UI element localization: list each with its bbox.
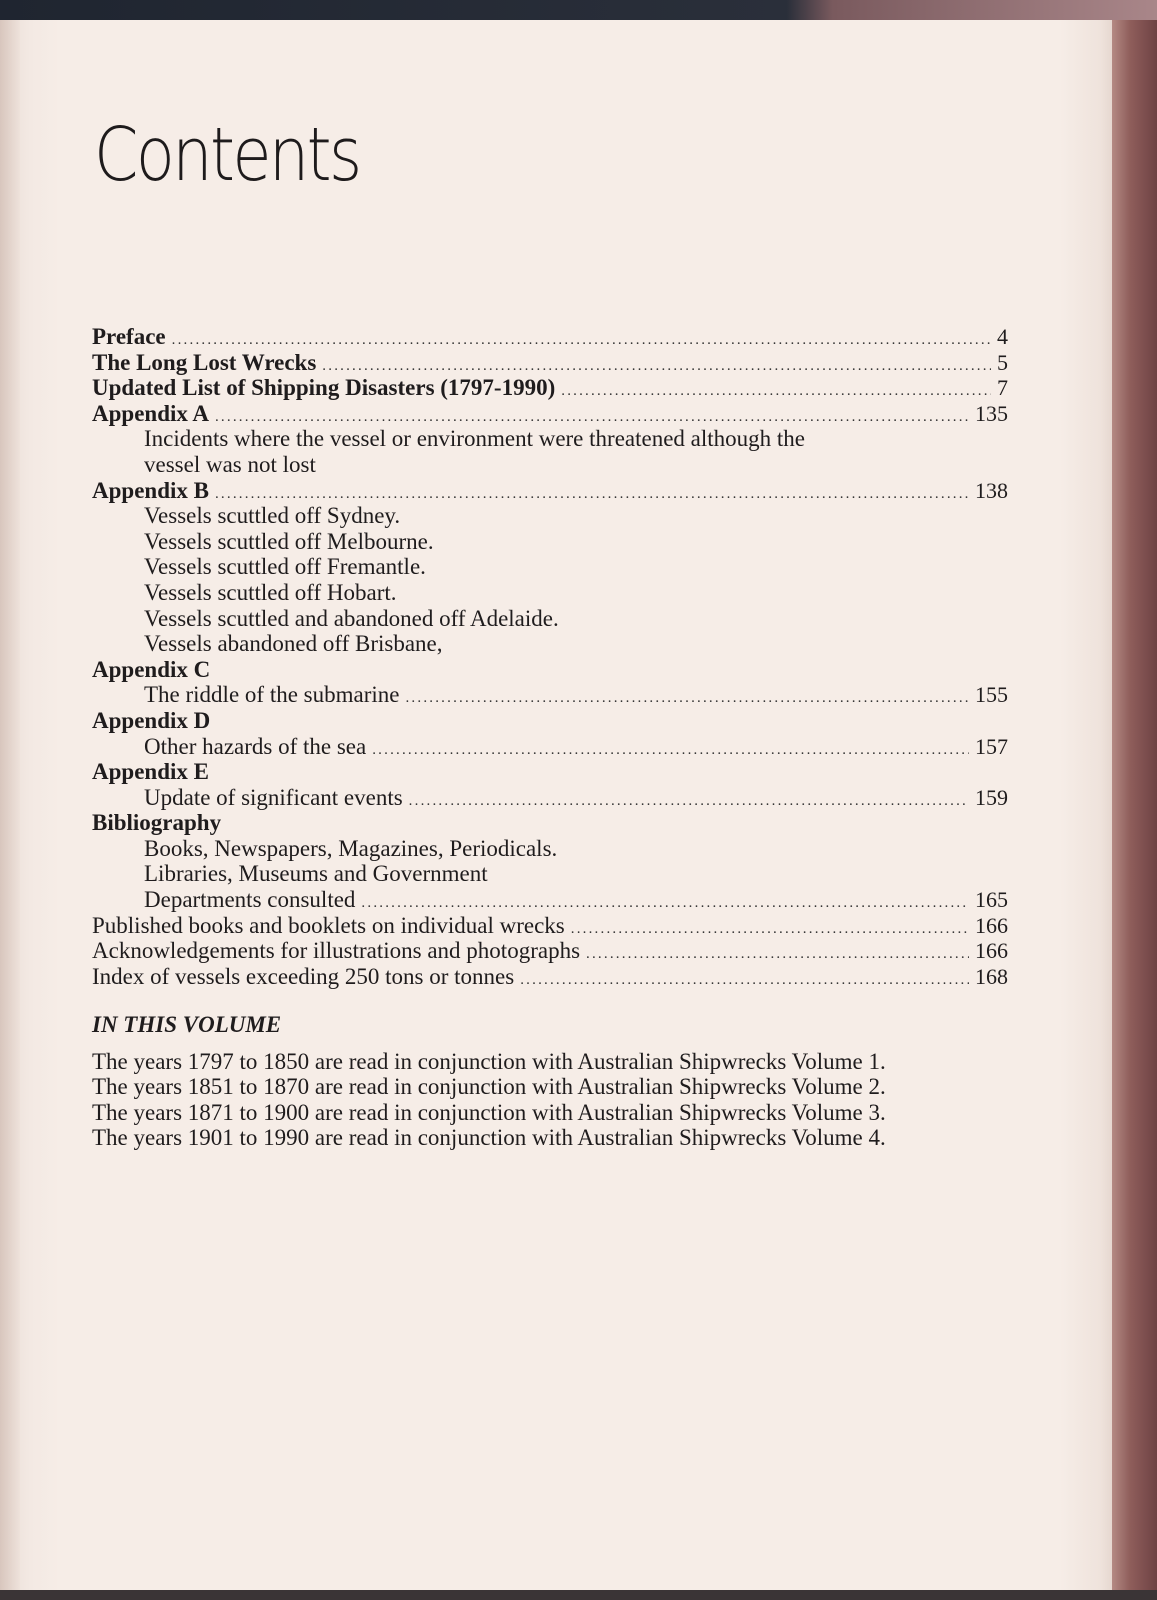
toc-entry-label: Appendix E (92, 759, 209, 785)
toc-dot-leader (409, 789, 969, 815)
toc-entry (92, 861, 1008, 887)
page-spine-shadow (0, 20, 20, 1592)
toc-entry-label: The riddle of the submarine (144, 682, 400, 708)
toc-entry-label: Appendix D (92, 707, 211, 733)
toc-page-number: 166 (975, 938, 1008, 964)
toc-entry-label: Books, Newspapers, Magazines, Periodicals. (144, 835, 558, 861)
toc-entry (92, 554, 1008, 580)
toc-entry-label: Vessels scuttled off Melbourne. (144, 528, 434, 554)
page-title: Contents (94, 112, 360, 198)
toc-dot-leader (586, 942, 969, 968)
toc-page-number: 7 (997, 375, 1008, 401)
toc-entry-label: Appendix A (92, 400, 209, 426)
toc-entry (92, 401, 1008, 427)
toc-dot-leader (561, 379, 991, 405)
toc-entry-label: The Long Lost Wrecks (92, 349, 317, 375)
toc-entry-label: Preface (92, 324, 166, 349)
toc-entry (92, 913, 1008, 939)
toc-entry (92, 657, 1008, 683)
toc-entry (92, 734, 1008, 760)
toc-entry-label: Incidents where the vessel or environment were threatened although the (144, 426, 806, 452)
volume-note-line: The years 1901 to 1990 are read in conjunction with Australian Shipwrecks Volume 4. (92, 1125, 886, 1151)
table-of-contents (92, 324, 1008, 989)
toc-entry-label: Bibliography (92, 810, 222, 836)
bottom-background-strip (0, 1590, 1157, 1600)
toc-entry (92, 682, 1008, 708)
toc-entry-label: Update of significant events (144, 784, 403, 810)
toc-entry (92, 938, 1008, 964)
volume-notes (92, 1049, 992, 1151)
toc-dot-leader (520, 968, 969, 994)
toc-page-number: 159 (975, 784, 1008, 810)
toc-entry (92, 964, 1008, 990)
toc-entry-label: Vessels scuttled off Fremantle. (144, 554, 426, 580)
volume-note-line: The years 1871 to 1900 are read in conjunction with Australian Shipwrecks Volume 3. (92, 1099, 886, 1125)
toc-entry-label: Index of vessels exceeding 250 tons or tonnes (92, 963, 515, 989)
toc-entry-label: Vessels scuttled and abandoned off Adelaide. (144, 605, 559, 631)
toc-entry (92, 785, 1008, 811)
toc-dot-leader (405, 686, 969, 712)
toc-entry (92, 452, 1008, 478)
toc-entry-label: vessel was not lost (144, 451, 316, 477)
toc-dot-leader (372, 738, 969, 764)
toc-entry-label: Acknowledgements for illustrations and photographs (92, 938, 581, 964)
volume-note-line: The years 1797 to 1850 are read in conjunction with Australian Shipwrecks Volume 1. (92, 1049, 886, 1074)
toc-entry (92, 324, 1008, 350)
toc-entry-label: Vessels scuttled off Sydney. (144, 503, 401, 529)
toc-page-number: 168 (975, 963, 1008, 989)
toc-page-number: 138 (975, 477, 1008, 503)
toc-entry (92, 478, 1008, 504)
toc-entry-label: Published books and booklets on individual wrecks (92, 912, 565, 938)
volume-section-heading: IN THIS VOLUME (92, 1012, 282, 1037)
top-background-strip (0, 0, 1157, 22)
toc-entry (92, 529, 1008, 555)
toc-entry-label: Appendix B (92, 477, 209, 503)
toc-page-number: 166 (975, 912, 1008, 938)
toc-entry-label: Other hazards of the sea (144, 733, 367, 759)
toc-entry (92, 631, 1008, 657)
toc-entry-label: Vessels abandoned off Brisbane, (144, 631, 443, 657)
toc-page-number: 157 (975, 733, 1008, 759)
toc-entry-label: Updated List of Shipping Disasters (1797-1990) (92, 375, 556, 401)
toc-entry (92, 887, 1008, 913)
toc-entry (92, 836, 1008, 862)
toc-page-number: 4 (997, 324, 1008, 349)
toc-page-number: 165 (975, 887, 1008, 913)
toc-entry (92, 606, 1008, 632)
toc-entry-label: Departments consulted (144, 887, 356, 913)
toc-entry-label: Libraries, Museums and Government (144, 861, 488, 887)
toc-entry-label: Appendix C (92, 656, 211, 682)
volume-note-line: The years 1851 to 1870 are read in conjunction with Australian Shipwrecks Volume 2. (92, 1074, 886, 1100)
toc-entry-label: Vessels scuttled off Hobart. (144, 579, 397, 605)
toc-page-number: 155 (975, 682, 1008, 708)
toc-dot-leader (571, 917, 969, 943)
toc-page-number: 5 (997, 349, 1008, 375)
toc-entry (92, 350, 1008, 376)
toc-entry (92, 375, 1008, 401)
toc-page-number: 135 (975, 400, 1008, 426)
book-cover-edge (1112, 20, 1157, 1600)
toc-entry (92, 580, 1008, 606)
